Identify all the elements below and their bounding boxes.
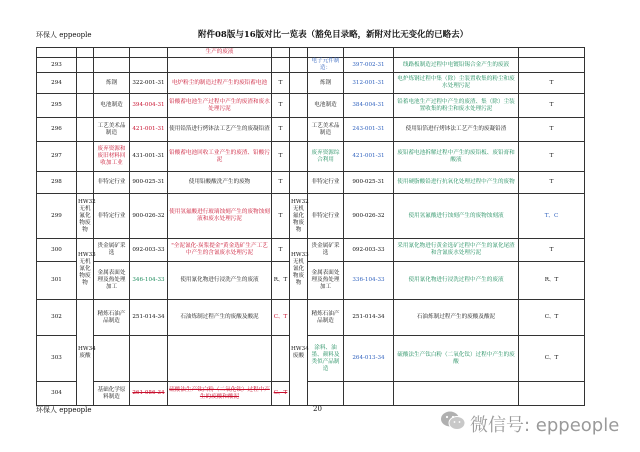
table-cell: 废弃资源和废旧材料回收加工业	[94, 142, 130, 172]
table-row	[37, 73, 585, 94]
table-cell: C、T	[519, 336, 585, 382]
table-cell: T	[272, 172, 290, 194]
table-cell: 电炉粉尘的制造过程产生的废铅蓄电池	[168, 73, 272, 94]
table-cell: 336-104-33	[344, 262, 394, 300]
table-cell: 使用氰化物进行浸洗产生的废液	[168, 262, 272, 300]
row-number: 298	[37, 172, 77, 194]
row-number: 301	[37, 262, 77, 300]
table-cell: 421-001-31	[344, 142, 394, 172]
page-header	[0, 28, 640, 42]
watermark-text: 微信号: eppeople	[470, 415, 620, 436]
table-cell: 电子元件制造：	[308, 58, 344, 73]
table-cell: T	[272, 194, 290, 239]
page-number: 20	[313, 405, 322, 413]
table-cell: 精炼石油产品制造	[308, 300, 344, 336]
table-row	[37, 382, 585, 406]
table-cell: 线路板制造过程中电镀铅锡合金产生的废液	[394, 58, 519, 73]
table-cell: 421-001-31	[130, 118, 168, 142]
table-cell: 261-056-34	[130, 382, 168, 406]
category-hw32-left: HW32 无机氟化物废物	[77, 194, 94, 239]
table-cell: T	[272, 142, 290, 172]
table-cell: 涂料、油墨、颜料及类似产品制造	[308, 336, 344, 382]
table-cell: 使用氰化物进行浸洗过程中产生的废液	[394, 262, 519, 300]
table-cell: 092-003-33	[130, 239, 168, 262]
table-row	[37, 58, 585, 73]
table-cell: T	[519, 73, 585, 94]
table-cell: 251-014-34	[130, 300, 168, 336]
table-cell: T	[272, 73, 290, 94]
table-cell: 炼钢	[94, 73, 130, 94]
table-cell: "全泥氰化-炭浆提金"黄金选矿生产工艺中产生的含氰废水处理污泥	[168, 239, 272, 262]
table-cell: 精炼石油产品制造	[94, 300, 130, 336]
row-number: 304	[37, 382, 77, 406]
table-cell: 基础化学原料制造	[94, 382, 130, 406]
row-number: 295	[37, 94, 77, 118]
table-cell: 使用氢氟酸进行玻璃蚀刻产生的废物蚀刻液和废水处理污泥	[168, 194, 272, 239]
table-cell: 电池制造	[94, 94, 130, 118]
table-cell: 工艺美术品制造	[94, 118, 130, 142]
table-cell: 346-104-33	[130, 262, 168, 300]
table-cell: 900-025-31	[130, 172, 168, 194]
table-cell: 硫酸法生产钛白粉（二氧化钛）过程中产生的废酸和酸泥	[168, 382, 272, 406]
table-row	[37, 142, 585, 172]
table-cell: 采用氰化物进行黄金选矿过程中产生的氰化尾渣和含氰废水处理污泥	[394, 239, 519, 262]
table-cell: 使用铅酸酸洗产生的废物	[168, 172, 272, 194]
table-cell: T	[519, 94, 585, 118]
table-cell: C、T	[519, 300, 585, 336]
table-cell: 900-026-32	[344, 194, 394, 239]
table-cell: 贵金属矿采选	[308, 239, 344, 262]
table-cell: 工艺美术品制造	[308, 118, 344, 142]
table-cell: R、T	[519, 262, 585, 300]
table-row	[37, 336, 585, 382]
table-cell: 金属表面处理及热处理加工	[94, 262, 130, 300]
row-number: 299	[37, 194, 77, 239]
category-hw33-right: HW33 无机氰化物废物	[290, 239, 308, 300]
row-number: 294	[37, 73, 77, 94]
category-hw34-right: HW34 废酸	[290, 300, 308, 406]
table-row	[37, 48, 585, 58]
table-cell: T、C	[519, 194, 585, 239]
table-cell: T	[272, 239, 290, 262]
table-cell: 电池制造	[308, 94, 344, 118]
table-cell: 900-026-32	[130, 194, 168, 239]
table-cell: R、T	[272, 262, 290, 300]
table-cell: 石油炼制过程产生的废酸及酸泥	[394, 300, 519, 336]
table-cell: 431-001-31	[130, 142, 168, 172]
table-cell: 使用铅箔进行烤钵法工艺产生的废凝铅渣	[394, 118, 519, 142]
table-row	[37, 300, 585, 336]
table-cell: 贵金属矿采选	[94, 239, 130, 262]
table-cell: 397-002-31	[344, 58, 394, 73]
table-cell: 废铅蓄电池拆解过程中产生的废铅板、废铅膏和酸液	[394, 142, 519, 172]
row-number: 293	[37, 58, 77, 73]
table-cell: 铅蓄电池生产过程中产生的废渣、集（除）尘装置收集的粉尘和废水处理污泥	[394, 94, 519, 118]
row-number: 297	[37, 142, 77, 172]
table-cell: 使用氢氟酸进行蚀刻产生的废物蚀刻液	[394, 194, 519, 239]
table-row	[37, 94, 585, 118]
table-cell: 金属表面处理及热处理加工	[308, 262, 344, 300]
table-cell: 石油炼制过程产生的废酸及酸泥	[168, 300, 272, 336]
table-cell: 使用硬脂酸铅进行抗氧化处理过程中产生的废物	[394, 172, 519, 194]
table-cell: 铅酸蓄电池回收工业产生的废渣、铅酸污泥	[168, 142, 272, 172]
table-cell: T	[272, 94, 290, 118]
table-cell: 使用铅箔进行烤钵法工艺产生的废凝铅渣	[168, 118, 272, 142]
table-cell: 394-004-31	[130, 94, 168, 118]
table-row	[37, 262, 585, 300]
table-cell: 312-001-31	[344, 73, 394, 94]
table-cell: 生产的废液	[205, 49, 234, 55]
category-hw32-right: HW32 无机氟化物废物	[290, 194, 308, 239]
table-cell: T	[519, 142, 585, 172]
page-title: 附件08版与16版对比一览表（豁免目录略，新附对比无变化的已略去）	[198, 30, 469, 40]
table-cell: 废弃资源综合利用	[308, 142, 344, 172]
table-cell: 384-004-31	[344, 94, 394, 118]
table-cell: 264-013-34	[344, 336, 394, 382]
row-number: 296	[37, 118, 77, 142]
table-cell: 炼钢	[308, 73, 344, 94]
table-cell: T	[272, 118, 290, 142]
table-cell: 电炉炼钢过程中集（除）尘装置收集的粉尘和废水处理污泥	[394, 73, 519, 94]
table-cell: 非特定行业	[308, 194, 344, 239]
header-left-label: 环保人 eppeople	[36, 31, 92, 39]
table-cell: C、T	[272, 382, 290, 406]
category-hw33-left: HW33 无机氰化物废物	[77, 239, 94, 300]
table-cell: T	[519, 239, 585, 262]
footer-left-label: 环保人 eppeople	[36, 406, 92, 414]
table-cell: 铅酸蓄电池生产过程中产生的废渣和废水处理污泥	[168, 94, 272, 118]
row-number: 302	[37, 300, 77, 336]
table-cell: 非特定行业	[94, 194, 130, 239]
table-cell: 322-001-31	[130, 73, 168, 94]
table-cell: 900-025-31	[344, 172, 394, 194]
table-cell: T	[519, 118, 585, 142]
table-cell: 硫酸法生产钛白粉（二氧化钛）过程中产生的废酸	[394, 336, 519, 382]
comparison-table	[36, 47, 585, 406]
table-cell: 251-014-34	[344, 300, 394, 336]
table-cell: T	[519, 172, 585, 194]
table-cell: 非特定行业	[308, 172, 344, 194]
table-cell: 243-001-31	[344, 118, 394, 142]
category-hw34-left: HW34 废酸	[77, 300, 94, 406]
row-number: 300	[37, 239, 77, 262]
row-number: 303	[37, 336, 77, 382]
table-row	[37, 194, 585, 239]
table-cell: C、T	[272, 300, 290, 336]
wechat-icon	[440, 410, 466, 432]
table-row	[37, 118, 585, 142]
table-cell: 非特定行业	[94, 172, 130, 194]
table-row	[37, 172, 585, 194]
table-row	[37, 239, 585, 262]
table-cell: 092-003-33	[344, 239, 394, 262]
